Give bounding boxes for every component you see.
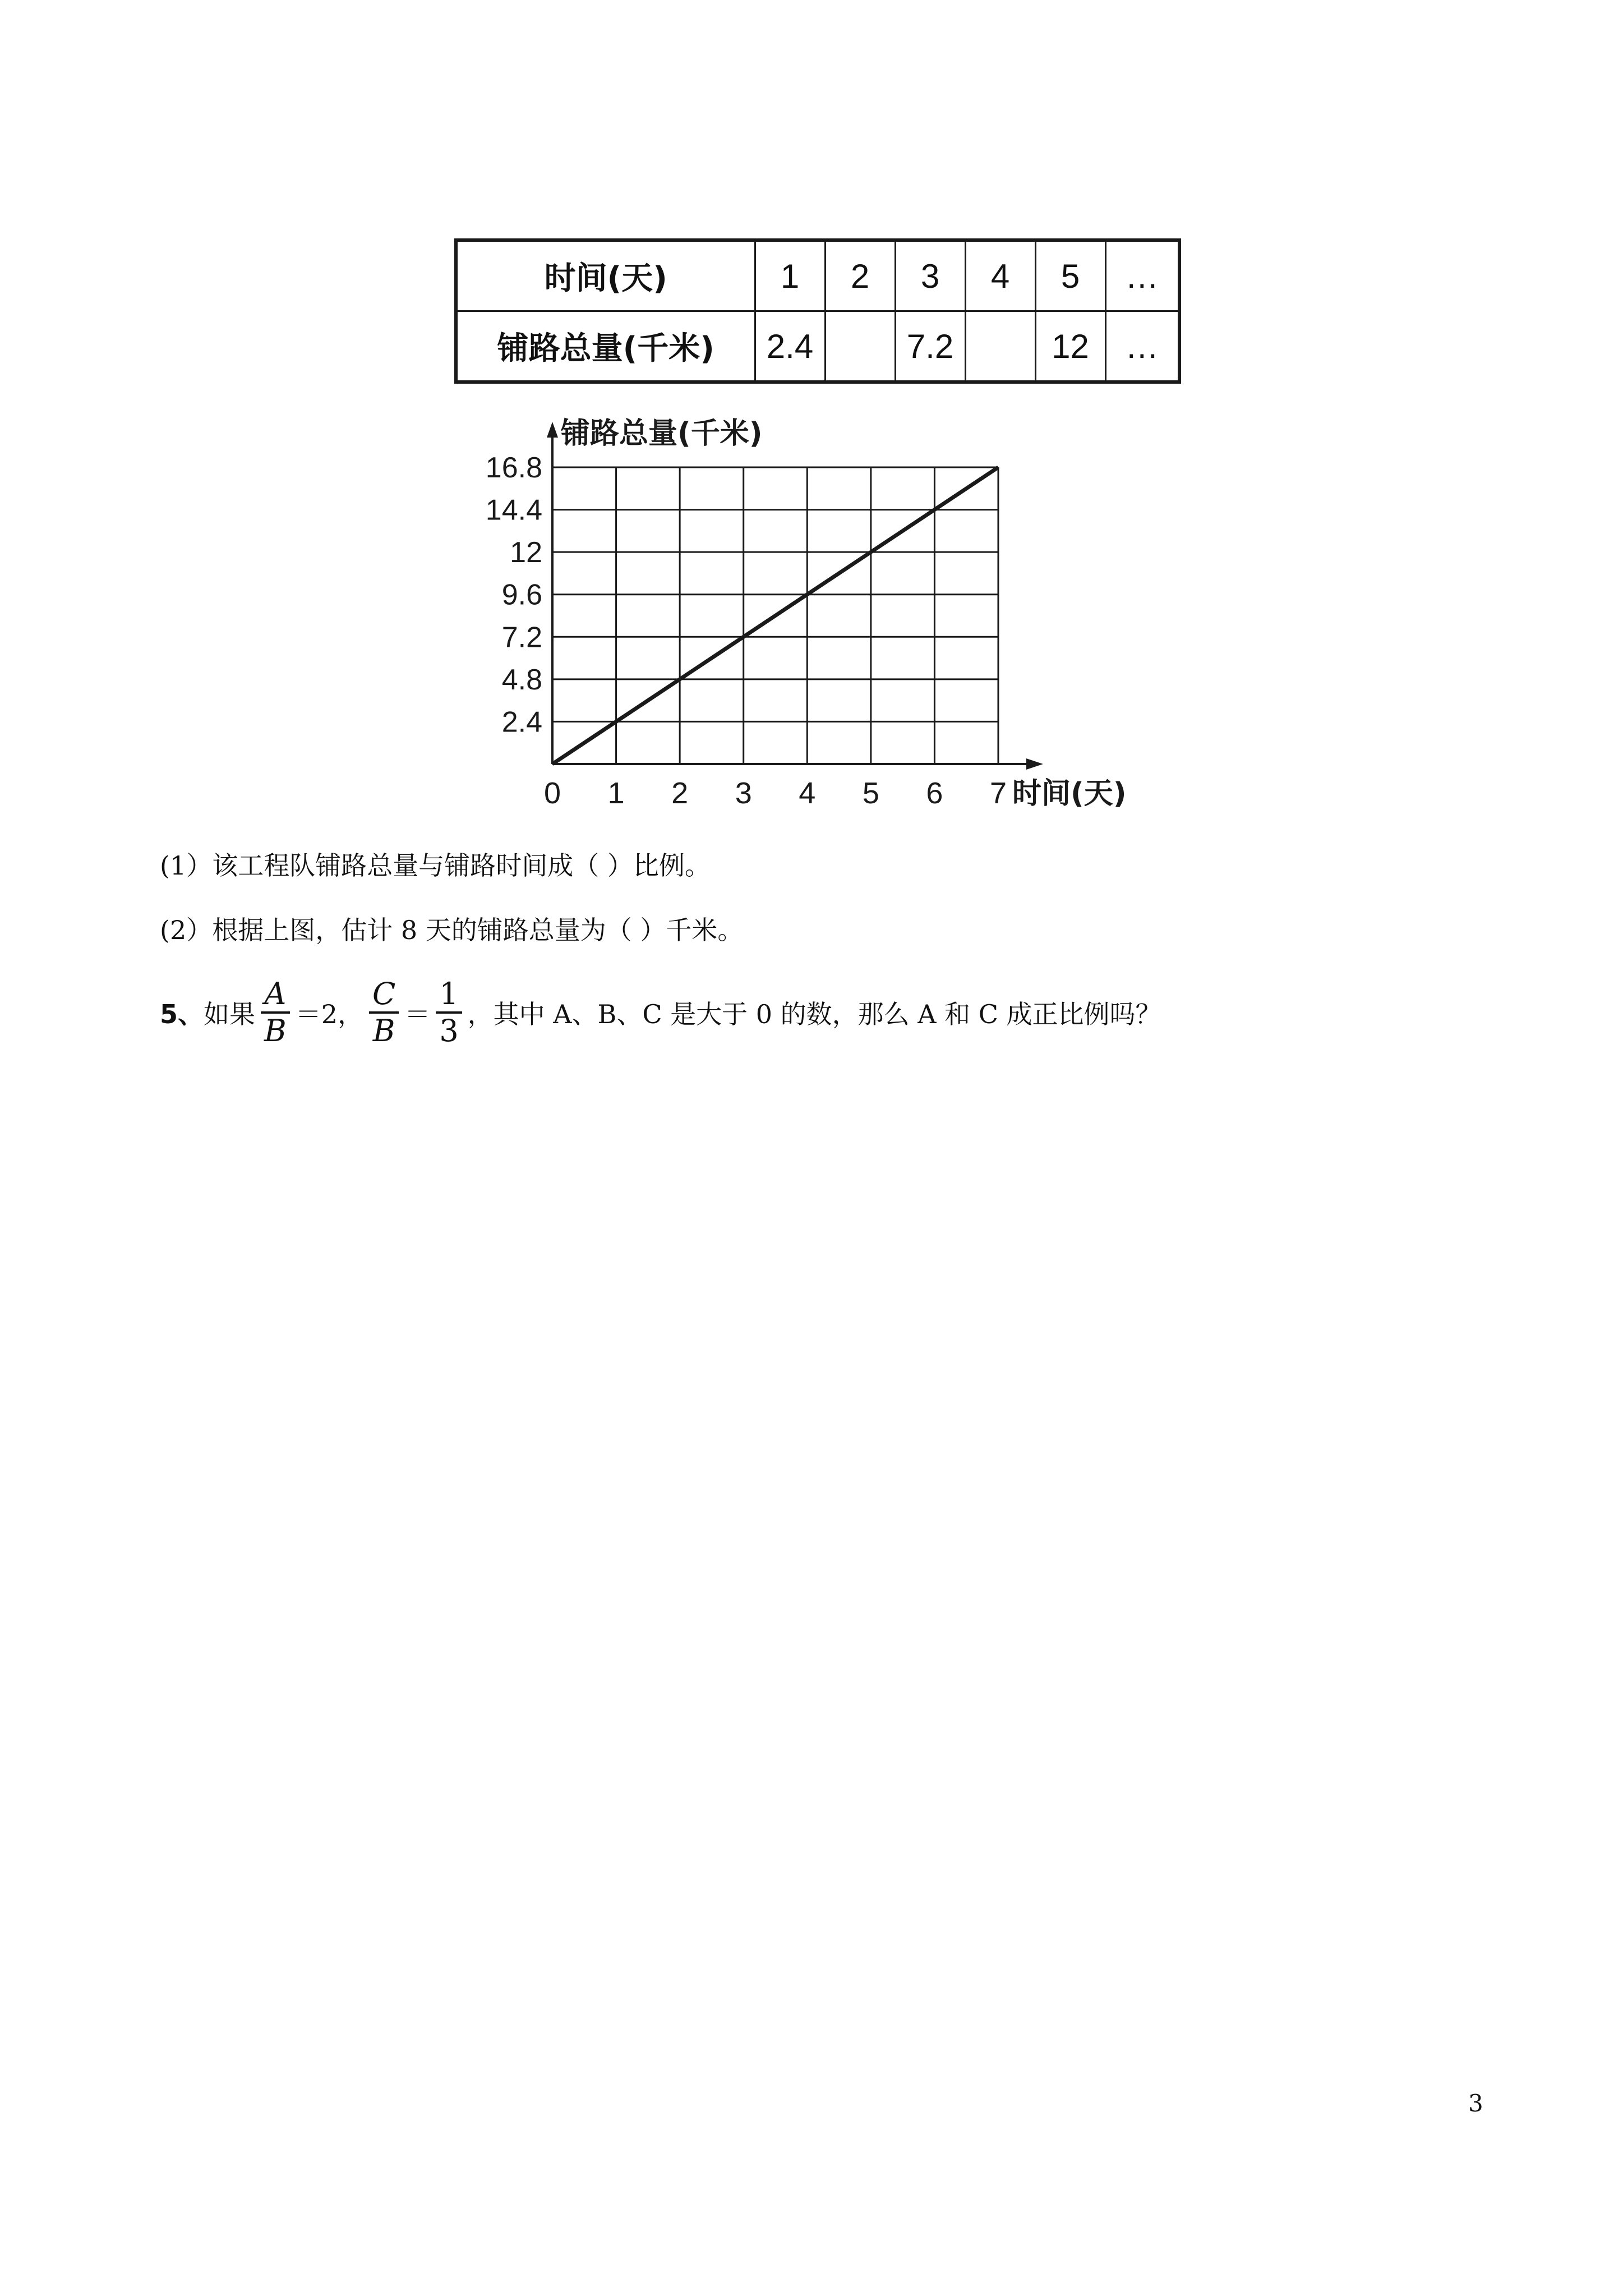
y-tick-label: 12 (510, 536, 542, 569)
table-cell: 4 (965, 240, 1035, 311)
y-axis-arrow (547, 422, 558, 438)
question-2: (2）根据上图，估计 8 天的铺路总量为（ ）千米。 (160, 915, 744, 945)
series-line (552, 467, 998, 764)
table-cell: 5 (1035, 240, 1105, 311)
chart-labels (486, 417, 1127, 811)
fraction-a-over-b (261, 977, 290, 1048)
fraction-denominator: B (372, 1013, 395, 1048)
table-cell: 2.4 (755, 311, 825, 383)
x-tick-label: 5 (862, 776, 879, 810)
x-axis-arrow (1026, 758, 1043, 770)
x-axis-label: 时间(天) (1012, 777, 1127, 811)
fraction-numerator: C (372, 976, 396, 1011)
question-5 (160, 973, 1161, 1052)
question-text: 如果 (204, 999, 256, 1029)
table-cell: 12 (1035, 311, 1105, 383)
x-tick-label: 6 (926, 776, 943, 810)
table-cell: … (1105, 311, 1179, 383)
fraction-denominator: B (264, 1013, 287, 1048)
question-text: ＝ (404, 999, 431, 1029)
fraction-denominator: 3 (439, 1013, 459, 1048)
y-tick-label: 16.8 (485, 452, 542, 484)
table-cell: … (1105, 240, 1179, 311)
x-tick-label: 3 (735, 776, 752, 810)
table-cell: 7.2 (895, 311, 965, 383)
table-header-cell: 时间(天) (456, 240, 755, 311)
table-cell: 1 (755, 240, 825, 311)
y-tick-label: 7.2 (501, 621, 542, 654)
table-cell: 2 (825, 240, 895, 311)
x-tick-label: 1 (607, 776, 625, 810)
y-tick-label: 2.4 (501, 706, 542, 739)
question-text: ，其中 A、B、C 是大于 0 的数，那么 A 和 C 成正比例吗？ (467, 999, 1161, 1029)
fraction-numerator: A (264, 976, 287, 1011)
y-tick-label: 4.8 (501, 663, 542, 696)
question-number: 5、 (160, 999, 204, 1029)
x-tick-label: 7 (989, 776, 1007, 810)
y-tick-label: 9.6 (501, 578, 542, 611)
fraction-c-over-b (369, 977, 399, 1048)
x-tick-label: 4 (799, 776, 816, 810)
question-1: (1）该工程队铺路总量与铺路时间成（ ）比例。 (160, 850, 711, 881)
chart-series (552, 467, 998, 764)
line-chart (0, 0, 1623, 841)
x-tick-label: 0 (543, 776, 561, 810)
table-header-cell: 铺路总量(千米) (456, 311, 755, 383)
fraction-one-third (436, 977, 462, 1048)
table-cell: 3 (895, 240, 965, 311)
page-number: 3 (1468, 2090, 1483, 2117)
question-text: ＝2， (295, 999, 363, 1029)
fraction-numerator: 1 (439, 976, 459, 1011)
x-tick-label: 2 (671, 776, 689, 810)
y-axis-label: 铺路总量(千米) (561, 417, 763, 450)
y-tick-label: 14.4 (485, 494, 542, 527)
